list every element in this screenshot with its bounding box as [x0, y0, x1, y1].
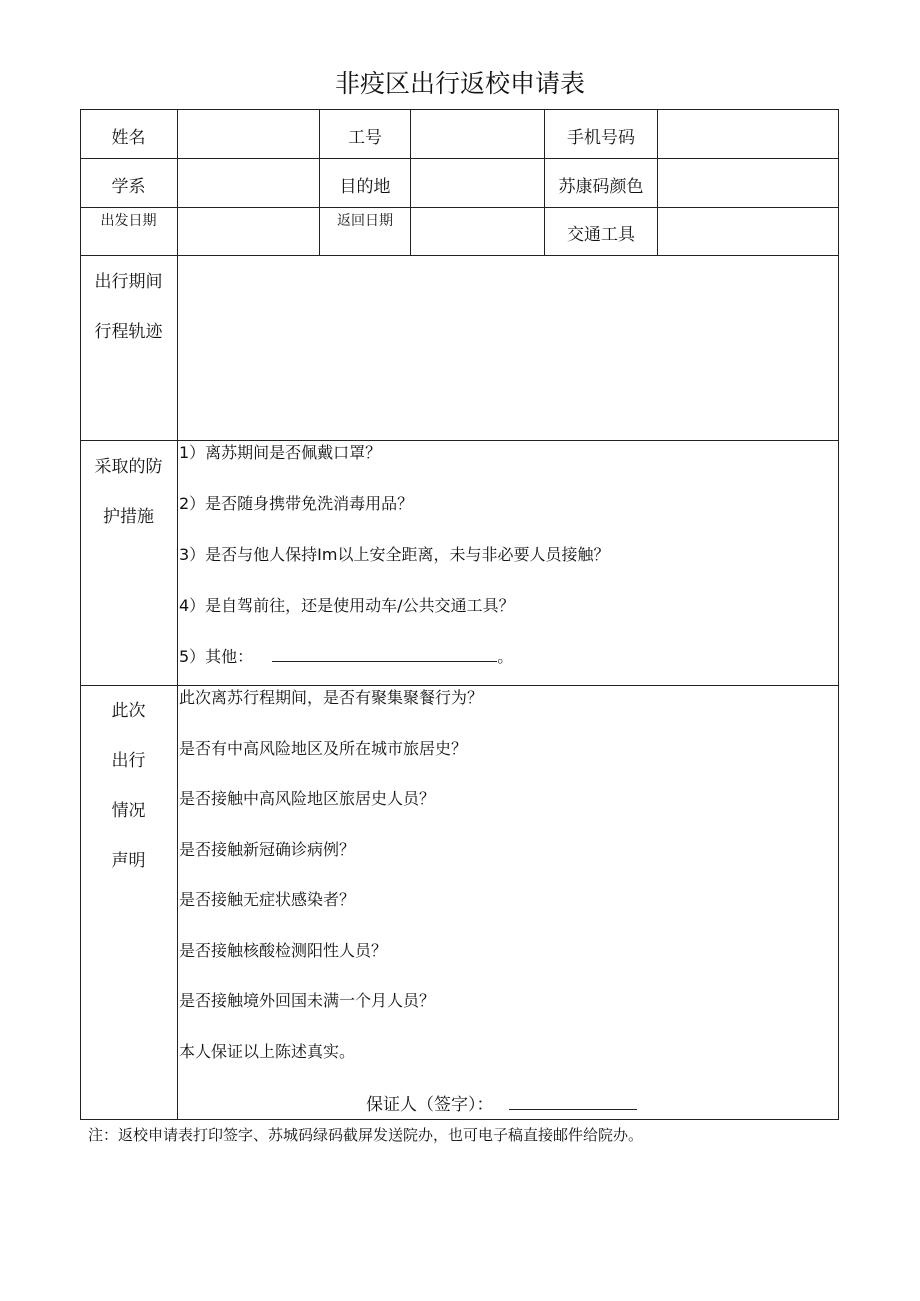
return-date-label: 返回日期 [337, 213, 393, 229]
itinerary-label-line2: 行程轨迹 [94, 322, 163, 342]
form-title: 非疫区出行返校申请表 [334, 69, 585, 98]
table-border-bottom [80, 1119, 839, 1120]
protection-label-line2: 护措施 [103, 507, 154, 527]
declaration-statement: 本人保证以上陈述真实。 [179, 1041, 356, 1061]
declaration-question: 是否接触新冠确诊病例？ [179, 839, 356, 859]
destination-field[interactable] [411, 159, 544, 207]
health-code-color-field[interactable] [658, 159, 838, 207]
return-date-field[interactable] [411, 208, 544, 255]
declaration-question: 是否接触无症状感染者？ [179, 890, 356, 909]
work-id-field[interactable] [411, 110, 544, 158]
protection-other-end: 。 [497, 647, 514, 666]
work-id-label: 工号 [348, 128, 382, 148]
declaration-label-line: 此次 [111, 701, 146, 721]
declaration-question: 是否有中高风险地区及所在城市旅居史？ [179, 738, 468, 758]
itinerary-label [80, 257, 177, 357]
application-form-table [80, 109, 839, 1120]
declaration-question: 是否接触核酸检测阳性人员？ [179, 940, 388, 960]
declaration-question: 是否接触中高风险地区旅居史人员？ [179, 789, 436, 808]
declaration-question: 此次离苏行程期间，是否有聚集聚餐行为？ [179, 688, 484, 707]
declaration-label-line: 出行 [111, 751, 146, 771]
table-border-right [838, 109, 839, 1120]
protection-label [80, 442, 177, 542]
transport-label: 交通工具 [567, 225, 635, 245]
health-code-color-label: 苏康码颜色 [558, 177, 644, 197]
depart-date-field[interactable] [178, 208, 319, 255]
guarantor-signature-input[interactable] [509, 1095, 637, 1110]
protection-questions [179, 441, 610, 696]
guarantor-label: 保证人（签字）： [366, 1095, 494, 1115]
protection-label-line1: 采取的防 [94, 457, 163, 477]
protection-question: 2）是否随身携带免洗消毒用品？ [179, 494, 414, 513]
footnote: 注：返校申请表打印签字、苏城码绿码截屏发送院办，也可电子稿直接邮件给院办。 [88, 1126, 644, 1144]
department-label: 学系 [111, 177, 146, 197]
transport-field[interactable] [658, 208, 838, 255]
declaration-label-line: 声明 [111, 851, 146, 871]
declaration-questions [179, 686, 483, 1090]
department-field[interactable] [178, 159, 319, 207]
depart-date-label: 出发日期 [100, 213, 157, 229]
name-field[interactable] [178, 110, 319, 158]
protection-question: 4）是自驾前往，还是使用动车/公共交通工具？ [179, 596, 515, 615]
declaration-label [80, 686, 177, 886]
protection-question: 3）是否与他人保持Im以上安全距离，未与非必要人员接触？ [179, 545, 610, 564]
protection-other-input[interactable] [272, 647, 497, 662]
declaration-label-line: 情况 [111, 801, 146, 821]
protection-question: 1）离苏期间是否佩戴口罩？ [179, 443, 382, 462]
destination-label: 目的地 [339, 177, 391, 197]
declaration-question: 是否接触境外回国未满一个月人员？ [179, 991, 436, 1010]
itinerary-field[interactable] [178, 256, 838, 440]
phone-field[interactable] [658, 110, 838, 158]
protection-other-label: 5）其他： [179, 647, 254, 666]
name-label: 姓名 [111, 128, 146, 148]
guarantor-signature-row [366, 1090, 637, 1115]
phone-label: 手机号码 [567, 128, 635, 148]
itinerary-label-line1: 出行期间 [94, 272, 163, 292]
